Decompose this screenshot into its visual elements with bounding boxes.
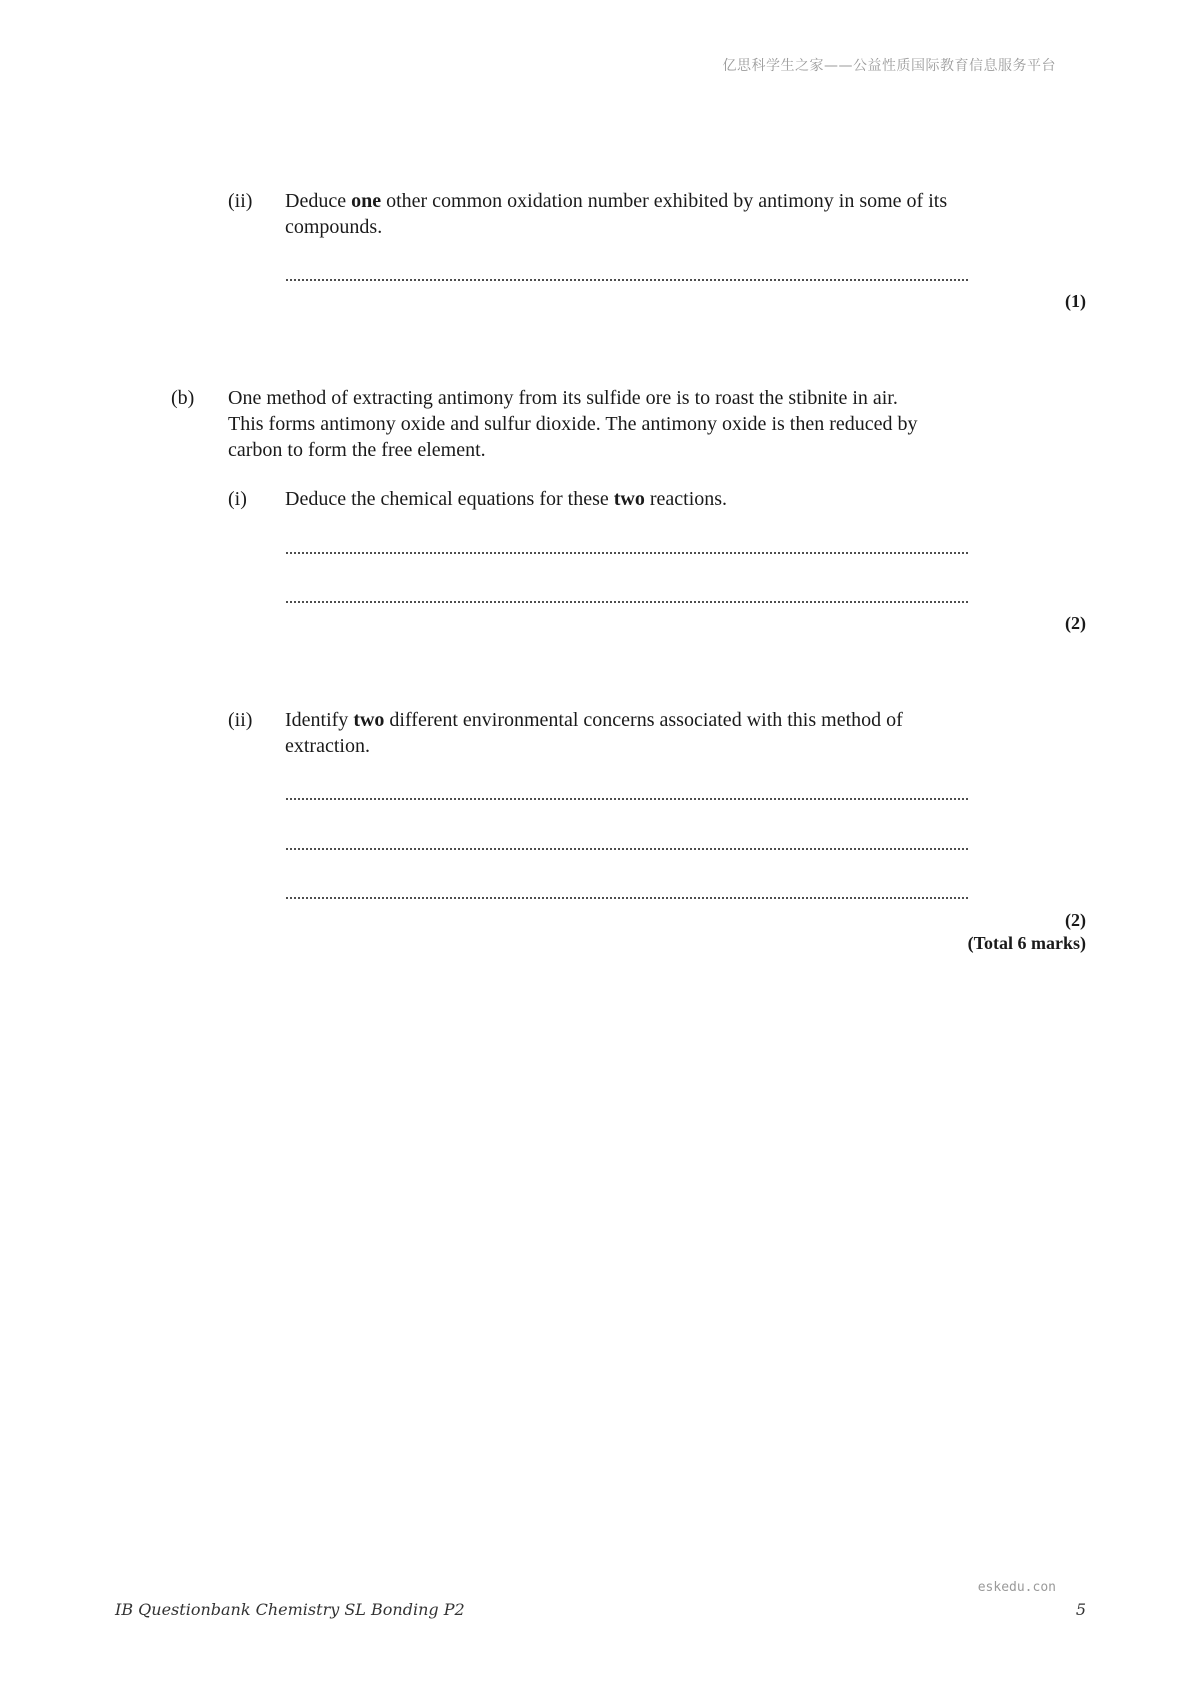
question-a-ii-text: Deduce one other common oxidation number exhibited by antimony in some of its compounds. (285, 190, 948, 238)
total-marks: (Total 6 marks) (967, 933, 1086, 953)
question-b-text: One method of extracting antimony from its sulfide ore is to roast the stibnite in air. This forms antimony oxide and sulfur dioxide. The antimony oxide is then reduced by carbon to form the free element. (228, 387, 918, 461)
page-number: 5 (1075, 1600, 1086, 1619)
answer-line[interactable] (285, 601, 968, 603)
question-number-b-i: (i) (228, 488, 247, 510)
answer-line[interactable] (285, 897, 968, 899)
answer-line[interactable] (285, 279, 968, 281)
answer-line[interactable] (285, 798, 968, 800)
marks-b-i: (2) (1065, 613, 1086, 633)
question-number-a-ii: (ii) (228, 190, 253, 212)
footer-watermark: eskedu.con (977, 1580, 1056, 1595)
question-number-b-ii: (ii) (228, 709, 253, 731)
header-watermark: 亿思科学生之家——公益性质国际教育信息服务平台 (722, 58, 1056, 74)
marks-b-ii: (2) (1065, 910, 1086, 930)
marks-a-ii: (1) (1065, 291, 1086, 311)
answer-line[interactable] (285, 552, 968, 554)
answer-line[interactable] (285, 848, 968, 850)
footer-title: IB Questionbank Chemistry SL Bonding P2 (115, 1600, 465, 1619)
question-b-ii-text: Identify two different environmental concerns associated with this method of extraction. (285, 709, 903, 757)
question-b-i-text: Deduce the chemical equations for these two reactions. (285, 488, 728, 510)
question-number-b: (b) (171, 387, 195, 409)
